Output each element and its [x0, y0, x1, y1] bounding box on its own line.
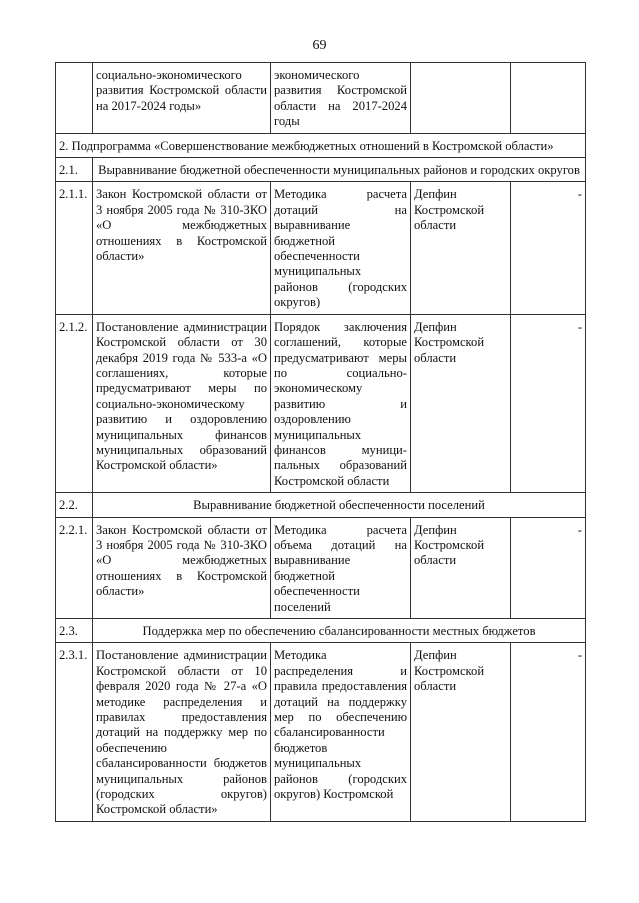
item-basis: Постановление администрации Костромской области от 10 февраля 2020 года № 27-а «О методике распределения и правилах предоставления дотаций на поддержку мер по обеспечению сбалансированности бюджетов муниципальных районов (городских округов) Костромской области» [93, 643, 271, 821]
item-note: - [511, 314, 586, 492]
item-number: 2.3.1. [56, 643, 93, 821]
cell-basis: социально-экономического развития Костромской области на 2017-2024 годы» [93, 63, 271, 134]
subprogram-title: 2. Подпрограмма «Совершенствование межбюджетных отношений в Костромской области» [56, 133, 586, 157]
subprogram-row [56, 133, 586, 157]
table-row [56, 314, 586, 492]
section-number: 2.3. [56, 619, 93, 643]
item-note: - [511, 643, 586, 821]
section-number: 2.1. [56, 158, 93, 182]
item-number: 2.1.1. [56, 182, 93, 314]
section-row [56, 493, 586, 517]
page-number: 69 [312, 38, 327, 53]
cell-num [56, 63, 93, 134]
item-basis: Постановление администрации Костромской области от 30 декабря 2019 года № 533-а «О соглашениях, которые предусматривают меры по социально-экономическому развитию и оздоровлению муниципальных финансов муниципальных образований Костромской области» [93, 314, 271, 492]
section-row [56, 158, 586, 182]
continued-row [56, 63, 586, 134]
item-executor: Депфин Костромской области [411, 314, 511, 492]
section-title: Выравнивание бюджетной обеспеченности поселений [93, 493, 586, 517]
table-row [56, 182, 586, 314]
item-method: Порядок заключения соглашений, которые предусматривают меры по социально-экономическому развитию и оздоровлению муниципальных финансов муници-пальных образований Костромской области [271, 314, 411, 492]
table-row [56, 643, 586, 821]
item-method: Методика распределения и правила предоставления дотаций на поддержку мер по обеспечению сбалансированности бюджетов муниципальных районов (городских округов) Костромской [271, 643, 411, 821]
item-note: - [511, 517, 586, 618]
table-row [56, 517, 586, 618]
item-method: Методика расчета объема дотаций на выравнивание бюджетной обеспеченности поселений [271, 517, 411, 618]
section-number: 2.2. [56, 493, 93, 517]
section-title: Выравнивание бюджетной обеспеченности муниципальных районов и городских округов [93, 158, 586, 182]
item-note: - [511, 182, 586, 314]
item-number: 2.1.2. [56, 314, 93, 492]
item-executor: Депфин Костромской области [411, 643, 511, 821]
item-basis: Закон Костромской области от 3 ноября 2005 года № 310-ЗКО «О межбюджетных отношениях в Костромской области» [93, 517, 271, 618]
section-row [56, 619, 586, 643]
item-number: 2.2.1. [56, 517, 93, 618]
item-method: Методика расчета дотаций на выравнивание бюджетной обеспеченности муниципальных районов (городских округов) [271, 182, 411, 314]
item-basis: Закон Костромской области от 3 ноября 2005 года № 310-ЗКО «О межбюджетных отношениях в Костромской области» [93, 182, 271, 314]
section-title: Поддержка мер по обеспечению сбалансированности местных бюджетов [93, 619, 586, 643]
cell-note [511, 63, 586, 134]
cell-executor [411, 63, 511, 134]
cell-method: экономического развития Костромской области на 2017-2024 годы [271, 63, 411, 134]
item-executor: Депфин Костромской области [411, 182, 511, 314]
measures-table [55, 62, 586, 822]
item-executor: Депфин Костромской области [411, 517, 511, 618]
